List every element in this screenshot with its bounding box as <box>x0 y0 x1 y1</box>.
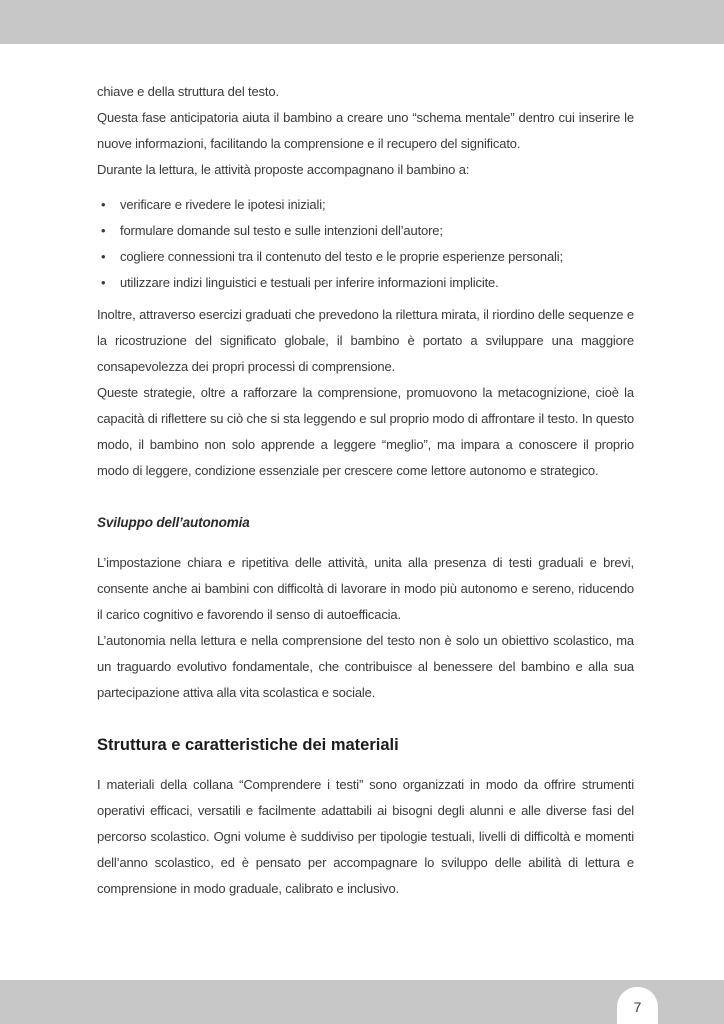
bullet-list <box>97 192 634 296</box>
body-text <box>97 79 634 902</box>
bullet-item-1: • verificare e rivedere le ipotesi iniziali; <box>97 192 634 218</box>
section-heading-structure: Struttura e caratteristiche dei materiali <box>97 736 399 754</box>
paragraph-continuation: chiave e della struttura del testo. <box>97 84 279 99</box>
bullet-item-2: • formulare domande sul testo e sulle intenzioni dell’autore; <box>97 218 634 244</box>
bottom-band <box>0 980 724 1024</box>
paragraph-materiali: I materiali della collana “Comprendere i testi” sono organizzati in modo da offrire strumenti operativi efficaci, versatili e facilmente adattabili ai bisogni degli alunni e alle diverse fasi del percorso scolastico. Ogni volume è suddiviso per tipologie testuali, livelli di difficoltà e momenti dell’anno scolastico, ed è pensato per accompagnare lo sviluppo delle abilità di lettura e comprensione in modo graduale, calibrato e inclusivo. <box>97 777 634 896</box>
page-number-tab <box>617 987 658 1024</box>
paragraph-during-reading: Durante la lettura, le attività proposte accompagnano il bambino a: <box>97 162 470 177</box>
paragraph-autonomia: L’autonomia nella lettura e nella comprensione del testo non è solo un obiettivo scolastico, ma un traguardo evolutivo fondamentale, che contribuisce al benessere del bambino e alla sua partecipazione attiva alla vita scolastica e sociale. <box>97 633 634 700</box>
bullet-item-3: • cogliere connessioni tra il contenuto del testo e le proprie esperienze personali; <box>97 244 634 270</box>
paragraph-anticipatory: Questa fase anticipatoria aiuta il bambino a creare uno “schema mentale” dentro cui inserire le nuove informazioni, facilitando la comprensione e il recupero del significato. <box>97 110 634 151</box>
bullet-item-4: • utilizzare indizi linguistici e testuali per inferire informazioni implicite. <box>97 270 634 296</box>
subheading-autonomy: Sviluppo dell’autonomia <box>97 515 250 530</box>
page-number: 7 <box>633 999 642 1015</box>
paragraph-strategie: Queste strategie, oltre a rafforzare la comprensione, promuovono la metacognizione, cioè la capacità di riflettere su ciò che si sta leggendo e sul proprio modo di affrontare il testo. In questo modo, il bambino non solo apprende a leggere “meglio”, ma impara a conoscere il proprio modo di leggere, condizione essenziale per crescere come lettore autonomo e strategico. <box>97 385 634 478</box>
paragraph-inoltre: Inoltre, attraverso esercizi graduati che prevedono la rilettura mirata, il riordino delle sequenze e la ricostruzione del significato globale, il bambino è portato a sviluppare una maggiore consapevolezza dei propri processi di comprensione. <box>97 307 634 374</box>
paragraph-impostazione: L’impostazione chiara e ripetitiva delle attività, unita alla presenza di testi graduali e brevi, consente anche ai bambini con difficoltà di lavorare in modo più autonomo e sereno, riducendo il carico cognitivo e favorendo il senso di autoefficacia. <box>97 555 634 622</box>
top-band <box>0 0 724 44</box>
